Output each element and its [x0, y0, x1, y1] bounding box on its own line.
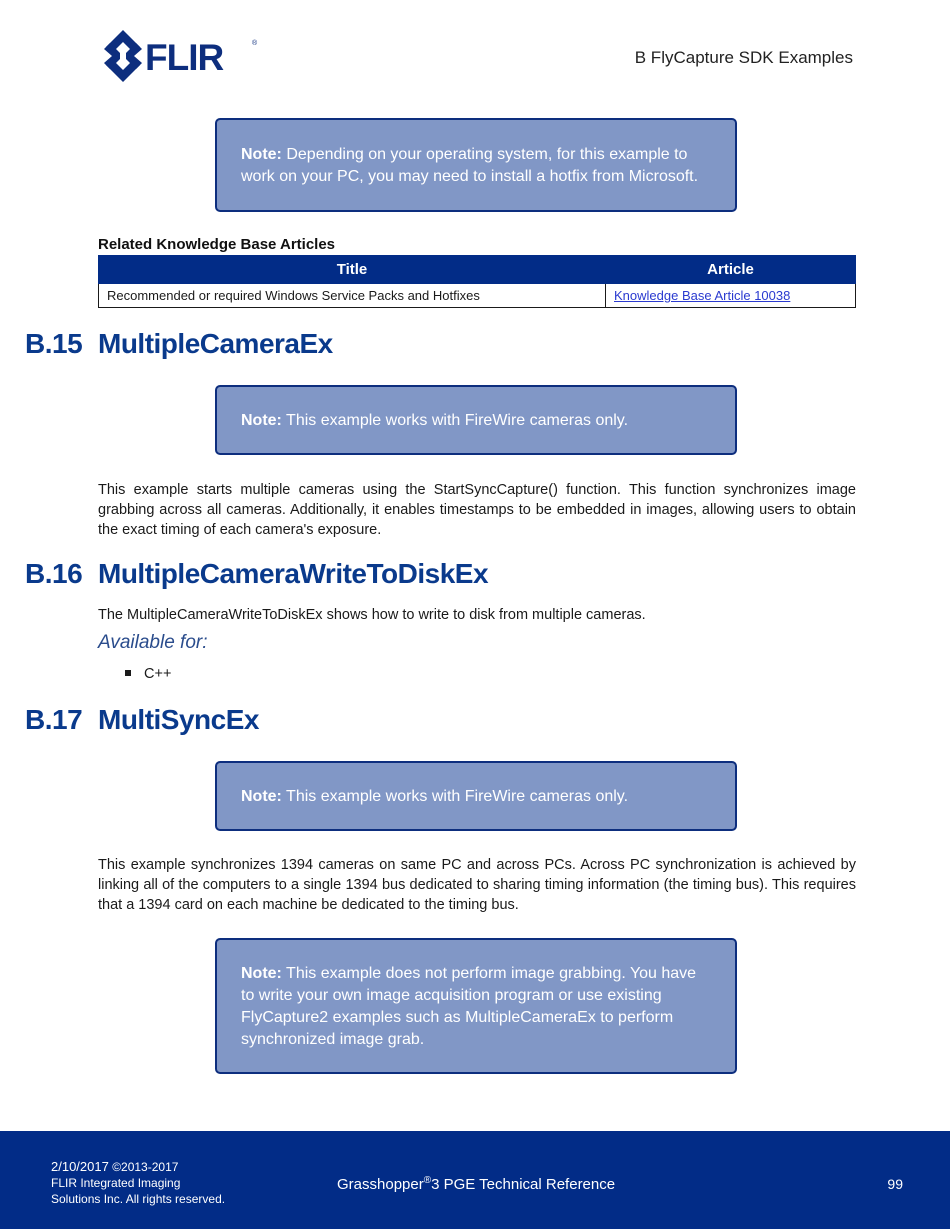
kb-column-article: Article — [606, 256, 856, 284]
note-label: Note: — [241, 965, 282, 982]
kb-table-header-row — [99, 256, 856, 284]
bullet-square-icon — [125, 670, 131, 676]
footer-product-name: Grasshopper — [337, 1176, 424, 1193]
kb-column-title: Title — [99, 256, 606, 284]
footer-document-title — [337, 1175, 615, 1193]
kb-article-link[interactable]: Knowledge Base Article 10038 — [614, 288, 791, 303]
footer-registered-mark: ® — [423, 1175, 432, 1186]
note-label: Note: — [241, 146, 282, 163]
footer-company-line2: Solutions Inc. All rights reserved. — [51, 1192, 226, 1206]
page-number: 99 — [887, 1176, 903, 1192]
note-box-grabbing — [215, 938, 737, 1074]
footer-product-rest: 3 PGE Technical Reference — [431, 1176, 616, 1193]
note-box-hotfix — [215, 118, 737, 212]
logo-wordmark: FLIR — [145, 37, 224, 78]
page-footer — [0, 1131, 950, 1229]
section-body-b15: This example starts multiple cameras using the StartSyncCapture() function. This function synchronizes image grabbing across all cameras. Additionally, it enables timestamps to be embedded in images, allowing users to obtain the exact timing of each camera's exposure. — [98, 482, 856, 538]
section-title-b16: MultipleCameraWriteToDiskEx — [98, 558, 489, 589]
flir-logo — [104, 30, 260, 82]
footer-copyright: ©2013-2017 — [112, 1160, 179, 1174]
kb-articles-table — [98, 255, 856, 308]
bullet-text: C++ — [144, 666, 172, 682]
note-label: Note: — [241, 788, 282, 805]
kb-table-heading: Related Knowledge Base Articles — [98, 236, 336, 253]
section-body-b16: The MultipleCameraWriteToDiskEx shows how to write to disk from multiple cameras. — [98, 607, 646, 623]
note-text: Depending on your operating system, for this example to work on your PC, you may need to install a hotfix from Microsoft. — [241, 146, 699, 185]
svg-text:®: ® — [252, 40, 258, 47]
section-title-b15: MultipleCameraEx — [98, 328, 333, 359]
section-number-b17: B.17 — [25, 704, 83, 735]
section-number-b15: B.15 — [25, 328, 83, 359]
footer-company-line1: FLIR Integrated Imaging — [51, 1176, 181, 1190]
kb-row-title: Recommended or required Windows Service Packs and Hotfixes — [99, 284, 606, 308]
footer-copyright-block — [51, 1159, 225, 1207]
section-body-b17: This example synchronizes 1394 cameras on same PC and across PCs. Across PC synchronization is achieved by linking all of the computers to a single 1394 bus dedicated to sharing timing information (the timing bus). This requires that a 1394 card on each machine be dedicated to the timing bus. — [98, 857, 856, 913]
kb-row-article-cell — [606, 284, 856, 308]
note-text: This example works with FireWire cameras only. — [286, 788, 629, 805]
note-text: This example does not perform image grabbing. You have to write your own image acquisition program or use existing FlyCapture2 examples such as MultipleCameraEx to perform synchronized image grab. — [241, 965, 697, 1048]
footer-date: 2/10/2017 — [51, 1159, 109, 1174]
table-row — [99, 284, 856, 308]
note-box-firewire-2 — [215, 761, 737, 831]
available-for-label: Available for: — [98, 632, 208, 653]
note-text: This example works with FireWire cameras only. — [286, 412, 629, 429]
list-item — [125, 666, 171, 682]
note-box-firewire-1 — [215, 385, 737, 455]
note-label: Note: — [241, 412, 282, 429]
running-header: B FlyCapture SDK Examples — [634, 48, 853, 67]
section-title-b17: MultiSyncEx — [98, 704, 259, 735]
section-number-b16: B.16 — [25, 558, 83, 589]
